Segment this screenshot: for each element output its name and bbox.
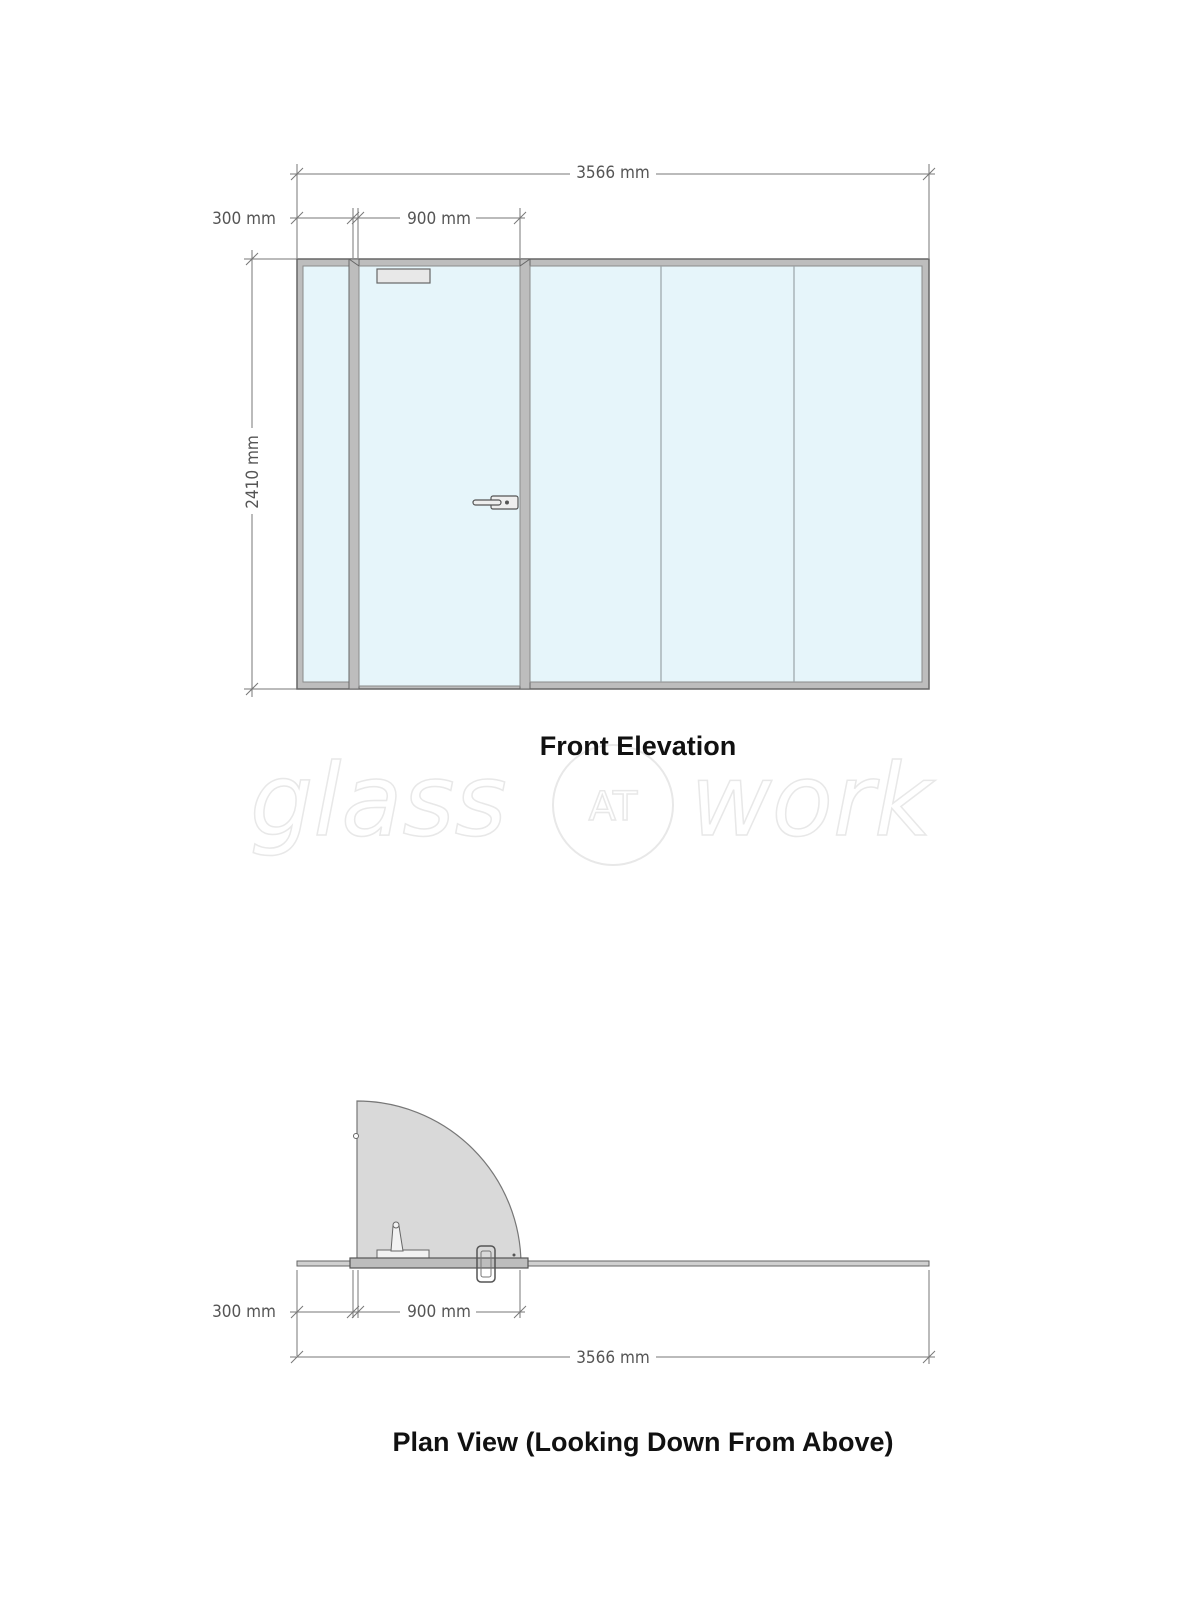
door-jamb-right <box>520 259 530 689</box>
plan-view-title: Plan View (Looking Down From Above) <box>392 1427 894 1457</box>
fixed-glass-panels <box>530 266 922 682</box>
door-swing-arc <box>357 1101 521 1265</box>
door-closer <box>377 269 430 283</box>
watermark-left-text: glass <box>250 742 507 859</box>
door-glass-leaf <box>359 266 520 686</box>
plan-sidelight-door-dimensions <box>212 1270 526 1356</box>
plan-overall-width-label: 3566 mm <box>576 1348 650 1368</box>
watermark-right-text: work <box>690 742 932 859</box>
overall-width-label: 3566 mm <box>576 163 650 183</box>
sidelight-glass-panel <box>303 266 349 682</box>
watermark-center-text: AT <box>588 784 638 830</box>
front-elevation-title: Front Elevation <box>539 731 737 761</box>
plan-overall-width-dimension <box>290 1270 935 1368</box>
plan-sidelight-width-label: 300 mm <box>212 1302 276 1322</box>
sidelight-width-label: 300 mm <box>212 209 276 229</box>
door-jamb-left <box>349 259 359 689</box>
plan-door-width-label: 900 mm <box>407 1302 471 1322</box>
overall-width-dimension <box>290 160 935 258</box>
front-elevation <box>212 160 935 761</box>
plan-door-leaf <box>350 1258 528 1268</box>
sidelight-door-dimensions <box>212 206 526 258</box>
door-width-label: 900 mm <box>407 209 471 229</box>
height-dimension <box>240 250 300 697</box>
plan-view <box>212 1101 935 1457</box>
door-stop <box>354 1134 359 1139</box>
height-label: 2410 mm <box>243 435 263 509</box>
